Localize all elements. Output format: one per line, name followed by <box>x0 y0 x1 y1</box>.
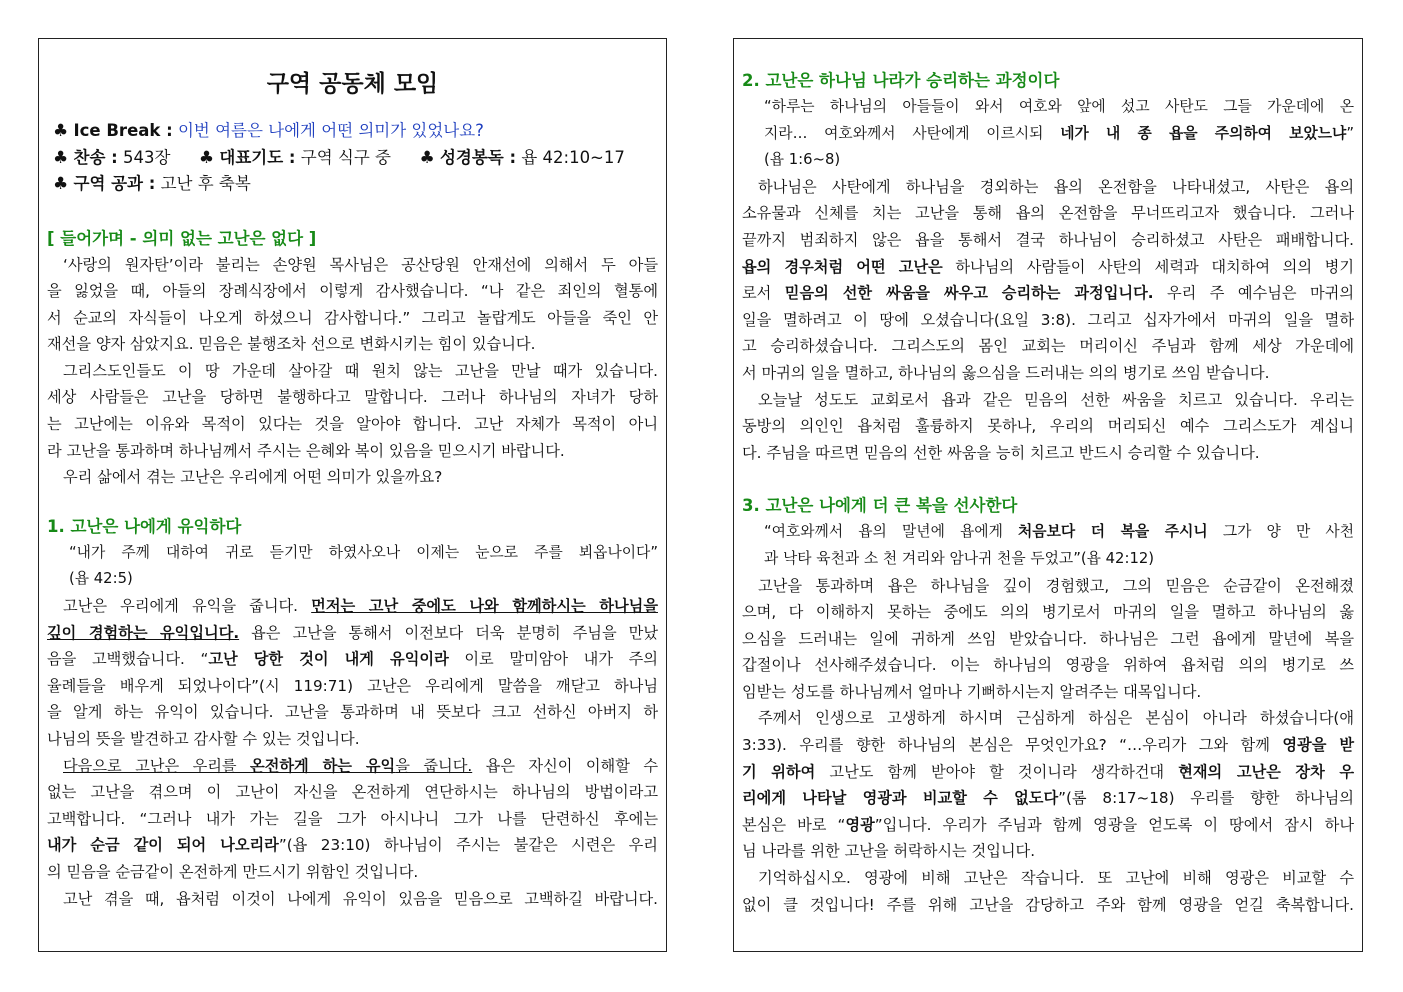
section1-quote: “내가 주께 대하여 귀로 듣기만 하였사오나 이제는 눈으로 주를 뵈옵나이다” (욥 42:5) <box>69 543 658 588</box>
section3-heading: 3. 고난은 나에게 더 큰 복을 선사한다 <box>742 496 1018 516</box>
club-icon: ♣ <box>53 147 69 168</box>
page-title: 구역 공동체 모임 <box>266 71 439 97</box>
section1-body: 고난은 우리에게 유익을 줍니다. 먼저는 고난 중에도 나와 함께하시는 하나님을 깊이 경험하는 유익입니다. 욥은 고난을 통해서 이전보다 더욱 분명히 주님을 만났 음을 고백했습니다. “고난 당한 것이 내게 유익이라 이로 말미암아 내가 주의 율례들을 배우게 되었나이다”(시 119:71) 고난은 우리에게 말씀을 깨닫고 하나님 을 알게 하는 유익이 있습니다. 고난을 통과하며 내 뜻보다 크고 선하신 아버지 하 나님의 뜻을 발견하고 감사할 수 있는 것입니다. 다음으로 고난은 우리를 온전하게 하는 유익을 줍니다. 욥은 자신이 이해할 수 없는 고난을 겪으며 이 고난이 자신을 온전하게 연단하시는 하나님의 방법이라고 고백합니다. “그러나 내가 가는 길을 그가 아시나니 그가 나를 단련하신 후에는 내가 순금 같이 되어 나오리라”(욥 23:10) 하나님이 주시는 불같은 시련은 우리 의 믿음을 순금같이 온전하게 만드시기 위함인 것입니다. 고난 겪을 때, 욥처럼 이것이 나에게 유익이 있음을 믿음으로 고백하길 바랍니다. <box>47 597 659 908</box>
intro-heading: [ 들어가며 - 의미 없는 고난은 없다 ] <box>47 228 317 248</box>
worship-row: ♣ 찬송 : 543장 ♣ 대표기도 : 구역 식구 중 ♣ 성경봉독 : 욥 42:10~17 <box>53 147 625 168</box>
section3-quote: “여호와께서 욥의 말년에 욥에게 처음보다 더 복을 주시니 그가 양 만 사천 과 낙타 육천과 소 천 겨리와 암나귀 천을 두었고”(욥 42:12) <box>764 523 1354 567</box>
right-page-content <box>742 39 1354 918</box>
lesson-row: ♣ 구역 공과 : 고난 후 축복 <box>53 174 251 194</box>
left-page <box>38 38 667 952</box>
section2-heading: 2. 고난은 하나님 나라가 승리하는 과정이다 <box>742 71 1060 90</box>
club-icon: ♣ <box>419 147 435 168</box>
section2-body: 하나님은 사탄에게 하나님을 경외하는 욥의 온전함을 나타내셨고, 사탄은 욥의 소유물과 신체를 치는 고난을 통해 욥의 온전함을 무너뜨리고자 했습니다. 그러나 끝까지 범죄하지 않은 욥을 통해서 결국 하나님이 승리하셨고 사탄은 패배합니다. 욥의 경우처럼 어떤 고난은 하나님의 사람들이 사탄의 세력과 대치하여 의의 병기 로서 믿음의 선한 싸움을 싸우고 승리하는 과정입니다. 우리 주 예수님은 마귀의 일을 멸하려고 이 땅에 오셨습니다(요일 3:8). 그리고 십자가에서 마귀의 일을 멸하 고 승리하셨습니다. 그리스도의 몸인 교회는 머리이신 주님과 함께 세상 가운데에 서 마귀의 일을 멸하고, 하나님의 옳으심을 드러내는 의의 병기로 쓰임 받습니다. 오늘날 성도도 교회로서 욥과 같은 믿음의 선한 싸움을 치르고 있습니다. 우리는 동방의 의인인 욥처럼 훌륭하지 못하나, 우리의 머리되신 예수 그리스도가 계십니 다. 주님을 따르면 믿음의 선한 싸움을 능히 치르고 반드시 승리할 수 있습니다. <box>742 177 1355 462</box>
club-icon: ♣ <box>53 121 69 141</box>
intro-body: ‘사랑의 원자탄’이라 불리는 손양원 목사님은 공산당원 안재선에 의해서 두 아들 을 잃었을 때, 아들의 장례식장에서 이렇게 감사했습니다. “나 같은 죄인의 혈통에 서 순교의 자식들이 나오게 하셨으니 감사합니다.” 그리고 놀랍게도 아들을 죽인 안 재선을 양자 삼았지요. 믿음은 불행조차 선으로 변화시키는 힘이 있습니다. 그리스도인들도 이 땅 가운데 살아갈 때 원치 않는 고난을 만날 때가 있습니다. 세상 사람들은 고난을 당하면 불행하다고 말합니다. 그러나 하나님의 자녀가 당하 는 고난에는 이유와 목적이 있다는 것을 알아야 합니다. 고난 자체가 목적이 아니 라 고난을 통과하며 하나님께서 주시는 은혜와 복이 있음을 믿으시기 바랍니다. 우리 삶에서 겪는 고난은 우리에게 어떤 의미가 있을까요? <box>47 255 658 487</box>
left-page-content <box>47 39 658 912</box>
right-page <box>733 38 1363 952</box>
info-block <box>53 118 658 198</box>
section2-quote: “하루는 하나님의 아들들이 와서 여호와 앞에 섰고 사탄도 그들 가운데에 온 지라… 여호와께서 사탄에게 이르시되 네가 내 종 욥을 주의하여 보았느냐” (욥 1:6~8) <box>764 98 1354 169</box>
club-icon: ♣ <box>53 174 69 194</box>
section1-heading: 1. 고난은 나에게 유익하다 <box>47 516 242 536</box>
icebreak-row: ♣ Ice Break : 이번 여름은 나에게 어떤 의미가 있었나요? <box>53 121 484 141</box>
section3-body: 고난을 통과하며 욥은 하나님을 깊이 경험했고, 그의 믿음은 순금같이 온전해졌 으며, 다 이해하지 못하는 중에도 의의 병기로서 마귀의 일을 멸하고 하나님의 옳 으심을 드러내는 일에 귀하게 쓰임 받았습니다. 하나님은 그런 욥에게 말년에 복을 갑절이나 선사해주셨습니다. 이는 하나님의 영광을 위하여 욥처럼 의의 병기로 쓰 임받는 성도를 하나님께서 얼마나 기뻐하시는지 알려주는 대목입니다. 주께서 인생으로 고생하게 하시며 근심하게 하심은 본심이 아니라 하셨습니다(애 3:33). 우리를 향한 하나님의 본심은 무엇인가요? “…우리가 그와 함께 영광을 받 기 위하여 고난도 함께 받아야 할 것이니라 생각하건대 현재의 고난은 장차 우 리에게 나타날 영광과 비교할 수 없도다”(롬 8:17~18) 우리를 향한 하나님의 본심은 바로 “영광”입니다. 우리가 주님과 함께 영광을 얻도록 이 땅에서 잠시 하나 님 나라를 위한 고난을 허락하시는 것입니다. 기억하십시오. 영광에 비해 고난은 작습니다. 또 고난에 비해 영광은 비교할 수 없이 클 것입니다! 주를 위해 고난을 감당하고 주와 함께 영광을 얻길 축복합니다. <box>742 576 1355 914</box>
club-icon: ♣ <box>198 147 215 168</box>
